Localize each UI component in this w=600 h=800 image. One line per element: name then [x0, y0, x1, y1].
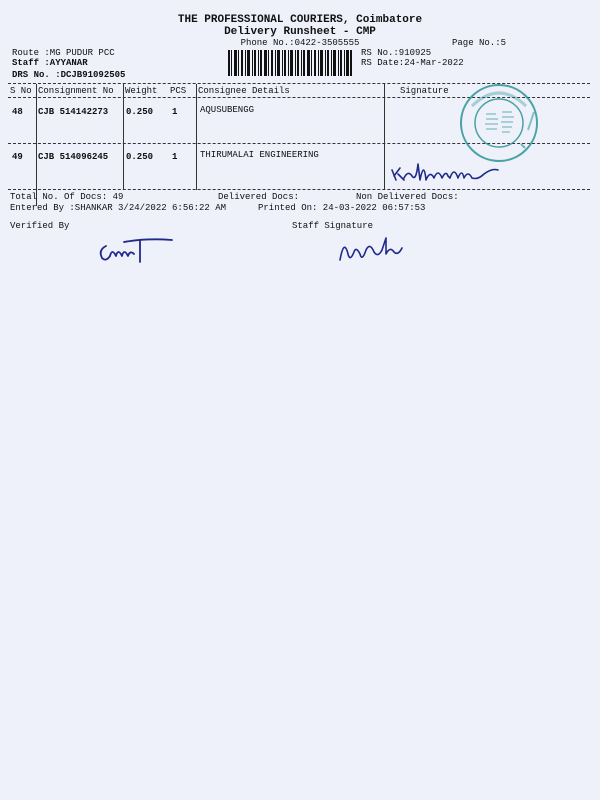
verifier-signature: [94, 232, 178, 266]
row-weight: 0.250: [126, 152, 154, 162]
column-header-signature: Signature: [400, 86, 449, 96]
staff-signature-label: Staff Signature: [292, 221, 374, 231]
staff-signature: [336, 232, 412, 266]
phone-number: Phone No.:0422-3505555: [240, 38, 360, 48]
row-weight: 0.250: [126, 107, 154, 117]
column-divider: [36, 84, 37, 206]
column-divider: [123, 84, 124, 190]
row-pcs: 1: [172, 152, 178, 162]
delivered-docs: Delivered Docs:: [218, 192, 300, 202]
row-sno: 49: [12, 152, 23, 162]
non-delivered-docs: Non Delivered Docs:: [356, 192, 459, 202]
column-header-consignee: Consignee Details: [198, 86, 290, 96]
column-divider: [384, 84, 385, 190]
page-number: Page No.:5: [452, 38, 507, 48]
entered-by: Entered By :SHANKAR 3/24/2022 6:56:22 AM: [10, 203, 227, 213]
row-sno: 48: [12, 107, 23, 117]
recipient-signature: [388, 150, 504, 190]
column-header-consignment: Consignment No: [38, 86, 114, 96]
row-pcs: 1: [172, 107, 178, 117]
row-consignment: CJB 514096245: [38, 152, 109, 162]
drs-number: DRS No. :DCJB91092505: [12, 70, 126, 80]
column-header-weight: Weight: [125, 86, 158, 96]
row-consignment: CJB 514142273: [38, 107, 109, 117]
rs-number: RS No.:910925: [361, 48, 432, 58]
column-header-pcs: PCS: [170, 86, 187, 96]
printed-on: Printed On: 24-03-2022 06:57:53: [258, 203, 426, 213]
rs-date: RS Date:24-Mar-2022: [361, 58, 464, 68]
column-divider: [196, 84, 197, 190]
staff: Staff :AYYANAR: [12, 58, 88, 68]
column-header-sno: S No: [10, 86, 32, 96]
document-title: Delivery Runsheet - CMP: [224, 26, 376, 38]
row-consignee: AQUSUBENGG: [200, 105, 255, 115]
barcode: [228, 50, 352, 76]
total-docs: Total No. Of Docs: 49: [10, 192, 124, 202]
row-consignee: THIRUMALAI ENGINEERING: [200, 150, 319, 160]
company-name: THE PROFESSIONAL COURIERS, Coimbatore: [177, 14, 423, 26]
route: Route :MG PUDUR PCC: [12, 48, 115, 58]
verified-by-label: Verified By: [10, 221, 70, 231]
